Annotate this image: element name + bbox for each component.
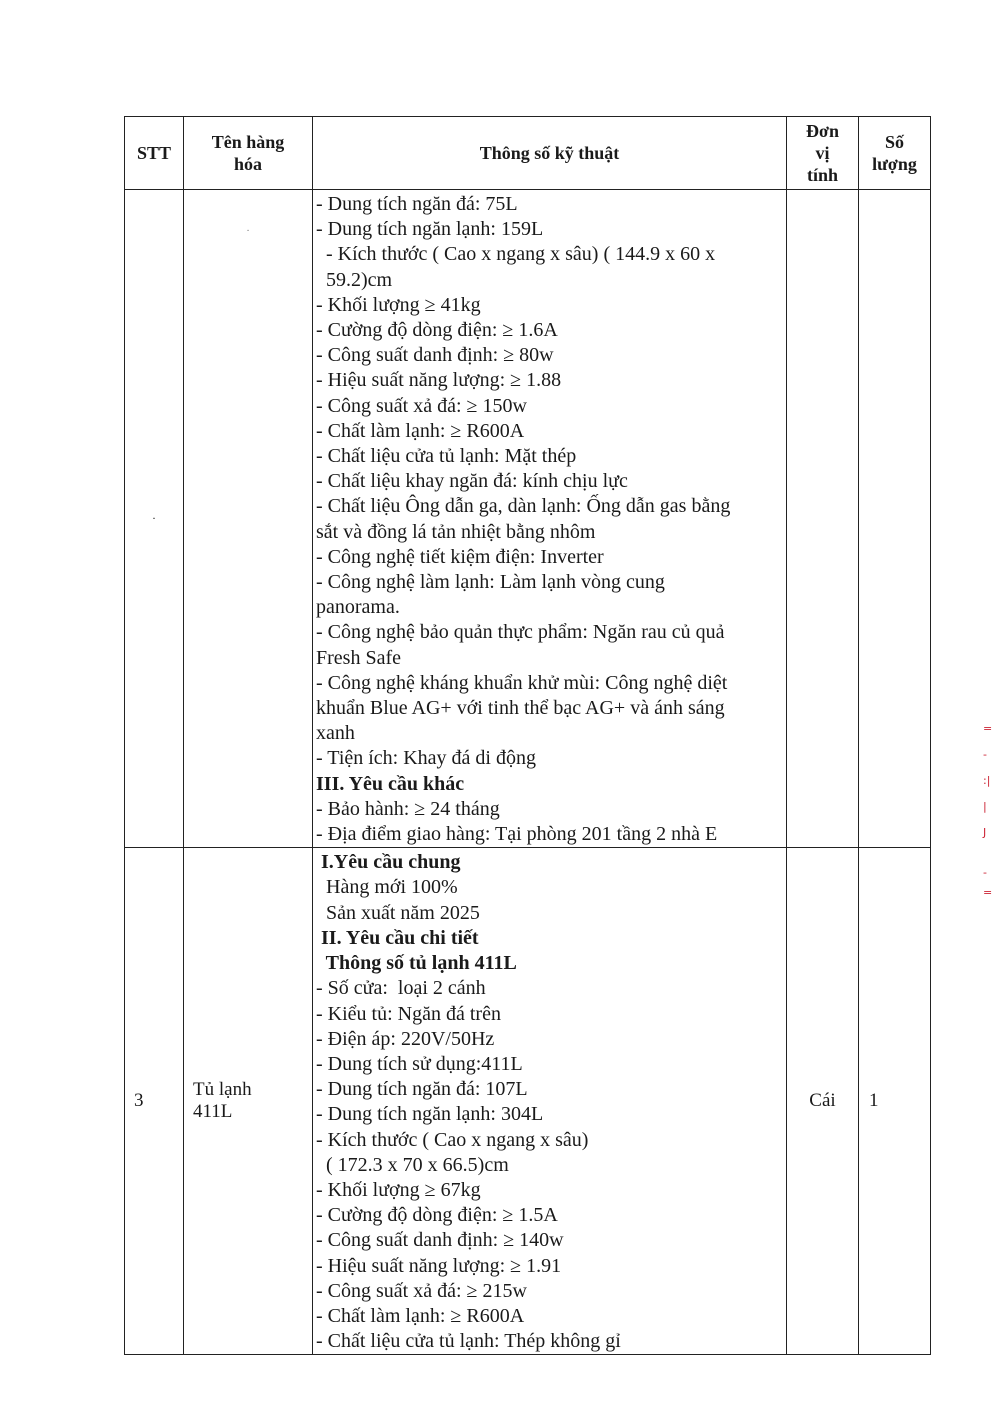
spec-line: - Công suất xả đá: ≥ 150w	[316, 394, 527, 417]
header-qty-line2: lượng	[872, 154, 917, 174]
spec-line: Fresh Safe	[316, 646, 401, 669]
spec-line: - Điện áp: 220V/50Hz	[316, 1027, 495, 1050]
table-row-continued	[125, 190, 931, 848]
spec-line: - Khối lượng ≥ 41kg	[316, 293, 481, 316]
spec-line: khuẩn Blue AG+ với tinh thể bạc AG+ và ánh sáng	[316, 697, 725, 720]
row3-unit-cell	[787, 848, 859, 1355]
margin-mark: |	[983, 800, 987, 813]
header-name	[184, 117, 313, 190]
continued-spec-cell	[313, 190, 787, 848]
heading-detail: II. Yêu cầu chi tiết	[316, 926, 479, 949]
spec-line: - Kích thước ( Cao x ngang x sâu) ( 144.9 x 60 x	[316, 243, 716, 266]
spec-line: - Công suất danh định: ≥ 140w	[316, 1229, 564, 1252]
row3-spec-cell	[313, 848, 787, 1355]
header-spec: Thông số kỹ thuật	[313, 117, 787, 190]
spec-line: - Số cửa: loại 2 cánh	[316, 977, 486, 1000]
spec-line: - Công nghệ kháng khuẩn khử mùi: Công nghệ diệt	[316, 671, 728, 694]
spec-line: - Dung tích sử dụng:411L	[316, 1052, 523, 1075]
spec-table	[124, 116, 931, 1355]
spec-line: - Kiểu tủ: Ngăn đá trên	[316, 1002, 501, 1025]
row3-unit: Cái	[809, 1090, 836, 1112]
heading-model: Thông số tủ lạnh 411L	[316, 952, 517, 975]
continued-unit-cell	[787, 190, 859, 848]
spec-line: xanh	[316, 722, 355, 745]
table-row-3	[125, 848, 931, 1355]
spec-line: - Tiện ích: Khay đá di động	[316, 747, 536, 770]
spec-line: - Chất liệu khay ngăn đá: kính chịu lực	[316, 470, 628, 493]
header-qty	[859, 117, 931, 190]
row3-stt: 3	[134, 1090, 144, 1112]
margin-mark: -	[983, 866, 987, 879]
margin-mark: J	[983, 826, 987, 839]
margin-mark: =	[983, 722, 993, 735]
row3-qty-cell	[859, 848, 931, 1355]
header-unit-line2: vị	[815, 143, 830, 163]
header-unit	[787, 117, 859, 190]
spec-line: Sản xuất năm 2025	[316, 901, 480, 924]
heading-general: I.Yêu cầu chung	[316, 851, 461, 874]
spec-line: - Địa điểm giao hàng: Tại phòng 201 tầng 2 nhà E	[316, 823, 718, 846]
continued-name-cell	[184, 190, 313, 848]
margin-mark: -	[983, 748, 987, 761]
spec-line: - Dung tích ngăn đá: 107L	[316, 1078, 528, 1101]
header-row	[125, 117, 931, 190]
spec-line: - Chất làm lạnh: ≥ R600A	[316, 419, 525, 442]
row3-stt-cell	[125, 848, 184, 1355]
spec-line: - Công suất danh định: ≥ 80w	[316, 344, 554, 367]
spec-line: - Công suất xả đá: ≥ 215w	[316, 1279, 527, 1302]
margin-mark: =	[983, 886, 993, 899]
continued-spec-lines	[313, 190, 786, 772]
section-heading-other: III. Yêu cầu khác	[316, 772, 465, 795]
spec-line: - Dung tích ngăn lạnh: 304L	[316, 1103, 544, 1126]
spec-line: - Kích thước ( Cao x ngang x sâu)	[316, 1128, 589, 1151]
spec-line: - Công nghệ tiết kiệm điện: Inverter	[316, 545, 604, 568]
spec-line: - Chất liệu Ông dẫn ga, dàn lạnh: Ống dẫn gas bằng	[316, 495, 731, 518]
general-lines	[316, 875, 782, 925]
continued-qty-cell	[859, 190, 931, 848]
spec-line: sắt và đồng lá tản nhiệt bằng nhôm	[316, 520, 596, 543]
spec-line: - Cường độ dòng điện: ≥ 1.5A	[316, 1204, 558, 1227]
header-stt: STT	[125, 117, 184, 190]
row3-name-line2: 411L	[193, 1101, 233, 1123]
spec-line: - Chất liệu cửa tủ lạnh: Thép không gỉ	[316, 1330, 621, 1353]
spec-line: - Công nghệ làm lạnh: Làm lạnh vòng cung	[316, 571, 665, 594]
header-unit-line3: tính	[806, 165, 839, 185]
spec-line: - Hiệu suất năng lượng: ≥ 1.91	[316, 1254, 562, 1277]
row3-spec-block	[313, 848, 786, 1354]
header-qty-line1: Số	[884, 132, 904, 152]
spec-line: - Dung tích ngăn đá: 75L	[316, 193, 518, 215]
row3-qty: 1	[869, 1090, 879, 1112]
spec-line: - Khối lượng ≥ 67kg	[316, 1178, 481, 1201]
header-name-line2: hóa	[233, 154, 262, 174]
spec-line: ( 172.3 x 70 x 66.5)cm	[316, 1153, 509, 1176]
row3-spec-lines	[316, 976, 782, 1354]
spec-line: - Chất liệu cửa tủ lạnh: Mặt thép	[316, 445, 577, 468]
spec-line: - Công nghệ bảo quản thực phẩm: Ngăn rau củ quả	[316, 621, 725, 644]
header-name-line1: Tên hàng	[211, 132, 285, 152]
continued-stt-cell	[125, 190, 184, 848]
continued-extra-block	[313, 772, 786, 848]
spec-line: panorama.	[316, 596, 400, 619]
spec-line: - Cường độ dòng điện: ≥ 1.6A	[316, 319, 558, 342]
margin-mark: :|	[983, 774, 991, 787]
row3-name-cell	[184, 848, 313, 1355]
spec-line: - Bảo hành: ≥ 24 tháng	[316, 797, 500, 820]
spec-line: - Chất làm lạnh: ≥ R600A	[316, 1304, 525, 1327]
header-unit-line1: Đơn	[806, 121, 839, 141]
continued-name-mark: ·	[246, 226, 250, 237]
row3-name-line1: Tủ lạnh	[193, 1079, 252, 1101]
spec-line: - Dung tích ngăn lạnh: 159L	[316, 218, 544, 241]
continued-stt-mark: ·	[152, 511, 156, 526]
spec-line: - Hiệu suất năng lượng: ≥ 1.88	[316, 369, 562, 392]
spec-line: 59.2)cm	[316, 268, 393, 291]
spec-line: Hàng mới 100%	[316, 876, 458, 899]
continued-extra-lines	[316, 797, 782, 847]
